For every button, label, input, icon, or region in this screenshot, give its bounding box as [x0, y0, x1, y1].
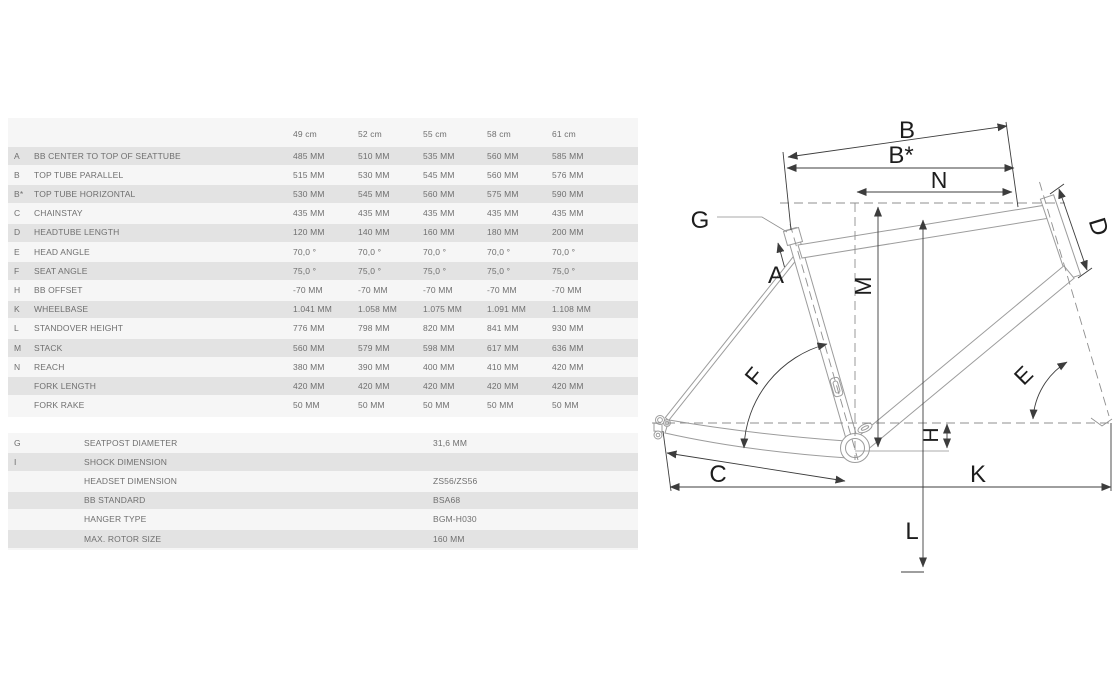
row-value: 545 MM	[358, 190, 390, 199]
row-value: 1.041 MM	[293, 305, 332, 314]
table-row	[8, 511, 638, 529]
spec-label: SEATPOST DIAMETER	[84, 438, 178, 448]
hanger-bolt	[654, 431, 662, 439]
row-value: 400 MM	[423, 362, 455, 372]
row-label: STANDOVER HEIGHT	[34, 324, 124, 333]
row-key: B*	[14, 190, 24, 199]
table-row	[8, 224, 638, 242]
row-key: H	[14, 286, 21, 295]
spec-label: SHOCK DIMENSION	[84, 457, 168, 467]
label-B-star: B*	[888, 142, 914, 169]
head-tube	[1040, 195, 1080, 279]
table-row	[8, 185, 638, 203]
dim-E-arc	[1033, 362, 1067, 419]
row-value: -70 MM	[487, 286, 517, 295]
row-value: 390 MM	[358, 362, 390, 372]
spec-value: ZS56/ZS56	[433, 477, 478, 486]
row-value: 75,0 °	[487, 266, 511, 276]
row-value: 420 MM	[293, 381, 325, 391]
label-B: B	[898, 117, 916, 144]
row-value: 420 MM	[552, 362, 584, 372]
row-value: 579 MM	[358, 343, 390, 353]
row-value: 510 MM	[358, 151, 390, 161]
row-value: 420 MM	[487, 381, 519, 391]
row-key: A	[14, 151, 20, 161]
label-M: M	[850, 276, 876, 296]
row-value: 50 MM	[293, 401, 320, 410]
row-value: 1.058 MM	[358, 305, 397, 314]
ext-left	[783, 152, 791, 230]
spec-value: BGM-H030	[433, 515, 477, 524]
row-key: L	[14, 324, 19, 333]
frame-diagram	[650, 90, 1119, 590]
row-key: F	[14, 266, 20, 276]
row-value: -70 MM	[552, 286, 582, 295]
row-key: D	[14, 228, 21, 237]
size-header: 49 cm	[293, 129, 317, 139]
row-value: 820 MM	[423, 324, 455, 333]
row-value: -70 MM	[423, 286, 453, 295]
table-row	[8, 358, 638, 376]
row-value: 120 MM	[293, 228, 325, 237]
row-value: 576 MM	[552, 170, 584, 180]
label-K: K	[969, 461, 987, 488]
spec-key: I	[14, 457, 17, 467]
seatpost-leader-line	[717, 217, 787, 232]
row-value: 75,0 °	[423, 266, 447, 276]
row-key: E	[14, 247, 20, 257]
top-tube	[798, 205, 1050, 258]
row-value: 435 MM	[487, 209, 519, 218]
row-value: 636 MM	[552, 343, 584, 353]
row-value: 598 MM	[423, 343, 455, 353]
row-label: HEADTUBE LENGTH	[34, 228, 120, 237]
row-value: 545 MM	[423, 170, 455, 180]
row-value: 485 MM	[293, 151, 325, 161]
row-value: 140 MM	[358, 228, 390, 237]
row-value: 70,0 °	[293, 247, 317, 257]
size-header: 55 cm	[423, 129, 447, 139]
table-row	[8, 281, 638, 299]
size-header: 61 cm	[552, 129, 576, 139]
label-C: C	[709, 461, 727, 488]
table-row	[8, 147, 638, 165]
row-value: 70,0 °	[358, 247, 382, 257]
ext-right	[1006, 122, 1018, 207]
row-value: 798 MM	[358, 324, 390, 333]
down-tube	[852, 266, 1074, 454]
dimension-lines	[663, 122, 1111, 572]
row-label: SEAT ANGLE	[34, 266, 88, 276]
ext-D-top	[1050, 184, 1064, 194]
spec-label: BB STANDARD	[84, 496, 146, 505]
row-key: K	[14, 305, 20, 314]
table-row	[8, 530, 638, 548]
label-F: F	[739, 362, 769, 390]
label-E: E	[1008, 360, 1038, 390]
row-value: 530 MM	[293, 190, 325, 199]
ext-K-left	[663, 431, 671, 491]
row-label: HEAD ANGLE	[34, 247, 90, 257]
row-value: 535 MM	[423, 151, 455, 161]
table-row	[8, 472, 638, 490]
row-value: 50 MM	[358, 401, 385, 410]
row-value: 50 MM	[423, 401, 450, 410]
row-value: 590 MM	[552, 190, 584, 199]
spec-label: HEADSET DIMENSION	[84, 477, 178, 486]
dimension-labels	[691, 117, 1114, 545]
row-value: 420 MM	[358, 381, 390, 391]
row-value: 617 MM	[487, 343, 519, 353]
row-key: N	[14, 362, 21, 372]
row-value: 70,0 °	[423, 247, 447, 257]
row-value: 1.108 MM	[552, 305, 591, 314]
label-D: D	[1082, 214, 1114, 240]
row-label: CHAINSTAY	[34, 209, 83, 218]
row-key: C	[14, 209, 21, 218]
table-row	[8, 320, 638, 338]
row-value: 575 MM	[487, 190, 519, 199]
row-value: -70 MM	[358, 286, 388, 295]
front-axle-corner	[1091, 418, 1112, 426]
row-value: 75,0 °	[358, 266, 382, 276]
bike-frame-outline	[654, 195, 1081, 463]
row-value: 75,0 °	[552, 266, 576, 276]
size-header-row	[8, 122, 638, 146]
row-value: 560 MM	[487, 170, 519, 180]
spec-rows	[8, 434, 638, 548]
table-row	[8, 339, 638, 357]
table-row	[8, 166, 638, 184]
table-row	[8, 301, 638, 319]
table-row	[8, 243, 638, 261]
row-label: BB CENTER TO TOP OF SEATTUBE	[34, 151, 181, 161]
row-value: 75,0 °	[293, 266, 317, 276]
spec-label: HANGER TYPE	[84, 515, 147, 524]
table-row	[8, 492, 638, 510]
dim-C	[667, 453, 845, 481]
row-label: BB OFFSET	[34, 286, 83, 295]
chainstay	[665, 420, 848, 458]
size-header: 58 cm	[487, 129, 511, 139]
label-L: L	[905, 518, 919, 545]
row-label: FORK LENGTH	[34, 381, 97, 391]
row-value: 560 MM	[423, 190, 455, 199]
spec-value: 160 MM	[433, 534, 465, 544]
row-label: FORK RAKE	[34, 401, 85, 410]
geometry-rows	[8, 147, 638, 414]
row-label: WHEELBASE	[34, 305, 89, 314]
table-row	[8, 377, 638, 395]
row-value: 435 MM	[358, 209, 390, 218]
spec-key: G	[14, 438, 21, 448]
row-value: 410 MM	[487, 362, 519, 372]
row-key: M	[14, 343, 22, 353]
row-value: 420 MM	[423, 381, 455, 391]
label-A: A	[767, 262, 785, 289]
row-value: 515 MM	[293, 170, 325, 180]
row-value: 776 MM	[293, 324, 325, 333]
row-value: 70,0 °	[552, 247, 576, 257]
row-value: 50 MM	[487, 401, 514, 410]
thin-solid-refs	[717, 214, 1114, 451]
row-value: 930 MM	[552, 324, 584, 333]
label-G: G	[690, 207, 710, 234]
geometry-table	[8, 118, 638, 417]
row-value: 841 MM	[487, 324, 519, 333]
row-value: 180 MM	[487, 228, 519, 237]
row-value: 420 MM	[552, 381, 584, 391]
spec-value: 31,6 MM	[433, 438, 468, 448]
label-H: H	[920, 427, 943, 443]
row-value: 585 MM	[552, 151, 584, 161]
row-value: 435 MM	[552, 209, 584, 218]
row-value: 1.091 MM	[487, 305, 526, 314]
row-value: 380 MM	[293, 362, 325, 372]
row-value: -70 MM	[293, 286, 323, 295]
size-header: 52 cm	[358, 129, 382, 139]
row-value: 530 MM	[358, 170, 390, 180]
row-label: TOP TUBE HORIZONTAL	[34, 190, 136, 199]
table-row	[8, 434, 638, 452]
row-label: TOP TUBE PARALLEL	[34, 170, 124, 180]
row-key: B	[14, 170, 20, 180]
row-label: REACH	[34, 362, 65, 372]
spec-label: MAX. ROTOR SIZE	[84, 534, 162, 544]
row-value: 200 MM	[552, 228, 584, 237]
row-value: 160 MM	[423, 228, 455, 237]
row-value: 560 MM	[293, 343, 325, 353]
row-value: 1.075 MM	[423, 305, 462, 314]
row-value: 560 MM	[487, 151, 519, 161]
row-value: 50 MM	[552, 401, 579, 410]
table-row	[8, 396, 638, 414]
row-value: 435 MM	[423, 209, 455, 218]
spec-table	[8, 433, 638, 550]
spec-value: BSA68	[433, 496, 461, 505]
label-N: N	[930, 167, 948, 193]
table-row	[8, 205, 638, 223]
table-row	[8, 453, 638, 471]
row-label: STACK	[34, 343, 63, 353]
row-value: 435 MM	[293, 209, 325, 218]
table-row	[8, 262, 638, 280]
row-value: 70,0 °	[487, 247, 511, 257]
